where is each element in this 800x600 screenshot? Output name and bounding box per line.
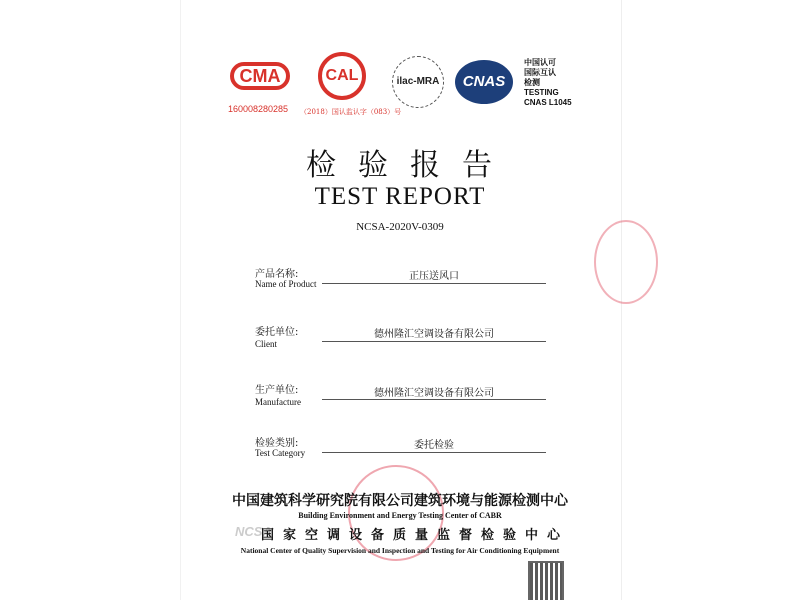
cnas-caption: [524, 58, 572, 108]
client-value: 德州隆汇空调设备有限公司: [374, 329, 494, 340]
org1-cn: 中国建筑科学研究院有限公司建筑环境与能源检测中心: [232, 493, 568, 509]
product-label-en: Name of Product: [255, 279, 317, 289]
product-value: 正压送风口: [409, 271, 459, 282]
caption-line: 中国认可: [524, 58, 556, 67]
side-seal-stamp: [594, 220, 658, 304]
field-underline: [322, 399, 546, 400]
client-label-en: Client: [255, 339, 277, 349]
cal-logo: CAL: [318, 52, 366, 100]
ncsa-logo: NCSA: [235, 524, 272, 539]
cma-number: 160008280285: [228, 104, 289, 114]
manufacturer-value: 德州隆汇空调设备有限公司: [374, 388, 494, 399]
org2-cn: 国家空调设备质量监督检验中心: [260, 528, 569, 543]
cnas-logo: CNAS: [455, 60, 513, 104]
caption-line: TESTING: [524, 88, 559, 97]
caption-line: 国际互认: [524, 68, 556, 77]
title-cn: 检验报告: [306, 148, 514, 183]
field-underline: [322, 283, 546, 284]
client-label: 委托单位:: [255, 327, 299, 338]
org1-en: Building Environment and Energy Testing Center of CABR: [298, 511, 502, 520]
manufacturer-label-en: Manufacture: [255, 397, 301, 407]
cal-number: （2018）国认监认字（083）号: [300, 108, 402, 116]
manufacturer-label: 生产单位:: [255, 385, 299, 396]
test-category-label-en: Test Category: [255, 448, 306, 458]
report-number: NCSA-2020V-0309: [356, 221, 444, 233]
test-category-value: 委托检验: [414, 440, 454, 451]
ilac-mra-logo: ilac-MRA: [392, 56, 444, 108]
caption-line: 检测: [524, 78, 540, 87]
test-category-label: 检验类别:: [255, 438, 299, 449]
field-underline: [322, 341, 546, 342]
title-en: TEST REPORT: [314, 183, 486, 210]
field-underline: [322, 452, 546, 453]
product-label: 产品名称:: [255, 269, 299, 280]
org2-en: National Center of Quality Supervision and Inspection and Testing for Air Conditioning Equipment: [240, 546, 560, 555]
cma-logo: CMA: [230, 62, 290, 90]
qr-code: [530, 563, 562, 600]
caption-line: CNAS L1045: [524, 98, 572, 107]
